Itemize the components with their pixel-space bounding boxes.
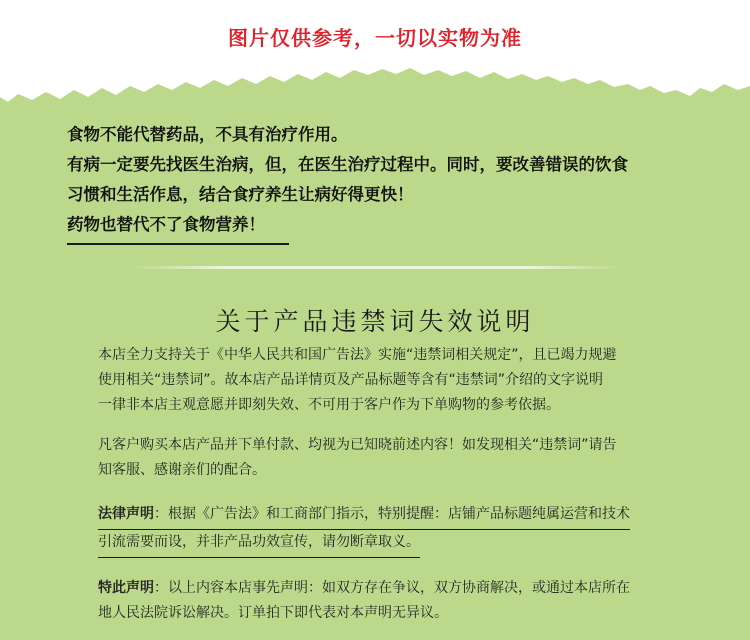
health-line: 习惯和生活作息，结合食疗养生让病好得更快！ (67, 185, 414, 204)
disclaimer-paragraph-1 (98, 343, 688, 418)
paragraph-line: 知客服、感谢亲们的配合。 (98, 462, 266, 478)
paragraph-line: 凡客户购买本店产品并下单付款、均视为已知晓前述内容！如发现相关“违禁词”请告 (98, 437, 617, 453)
legal-statement (98, 502, 688, 558)
health-notice (67, 120, 707, 245)
reference-notice: 图片仅供参考，一切以实物为准 (228, 26, 522, 50)
legal-line-2: 引流需要而设，并非产品功效宣传，请勿断章取义。 (98, 530, 420, 558)
disclaimer-title: 关于产品违禁词失效说明 (215, 307, 535, 336)
legal-line-1 (98, 502, 630, 530)
torn-paper-edge (0, 0, 750, 110)
paragraph-line: 本店全力支持关于《中华人民共和国广告法》实施“违禁词相关规定”，且已竭力规避 (98, 347, 617, 363)
legal-text-1: ：根据《广告法》和工商部门指示，特别提醒：店铺产品标题纯属运营和技术 (154, 506, 630, 522)
health-emphasis-line: 药物也替代不了食物营养！ (67, 210, 289, 245)
special-text-2: 地人民法院诉讼解决。订单拍下即代表对本声明无异议。 (98, 605, 448, 621)
paragraph-line: 使用相关“违禁词”。故本店产品详情页及产品标题等含有“违禁词”介绍的文字说明 (98, 372, 604, 388)
health-line: 有病一定要先找医生治病，但，在医生治疗过程中。同时，要改善错误的饮食 (67, 155, 628, 174)
torn-paper-header (0, 0, 750, 110)
special-label: 特此声明 (98, 580, 154, 596)
disclaimer-paragraph-2 (98, 433, 688, 483)
health-line: 食物不能代替药品，不具有治疗作用。 (67, 125, 348, 144)
paragraph-line: 一律非本店主观意愿并即刻失效、不可用于客户作为下单购物的参考依据。 (98, 397, 560, 413)
section-divider (130, 266, 622, 269)
special-text-1: ：以上内容本店事先声明：如双方存在争议，双方协商解决，或通过本店所在 (154, 580, 630, 596)
legal-label: 法律声明 (98, 506, 154, 522)
special-statement (98, 576, 688, 626)
